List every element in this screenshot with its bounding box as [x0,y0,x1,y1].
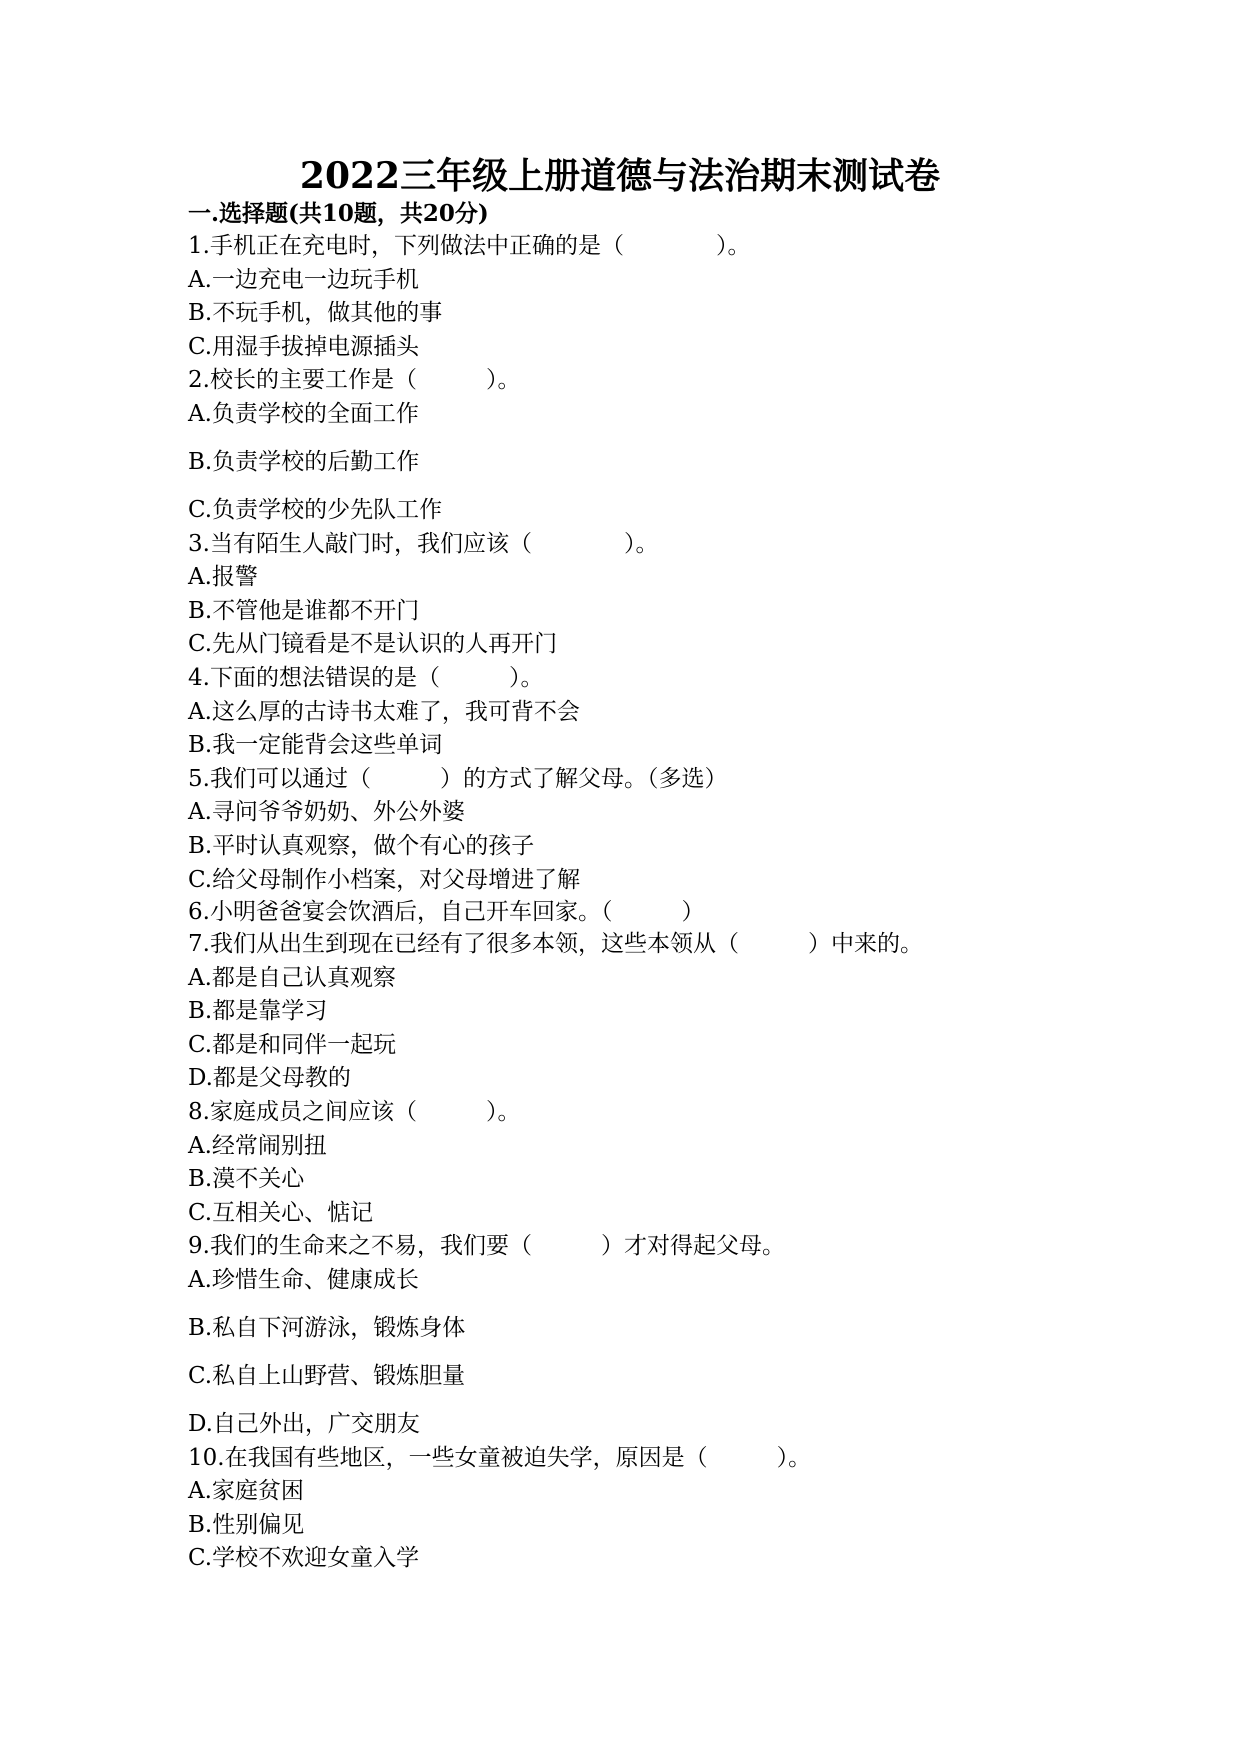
option-5c: C.给父母制作小档案，对父母增进了解 [188,866,581,893]
option-10a: A.家庭贫困 [188,1478,304,1505]
option-7b: B.都是靠学习 [188,998,328,1025]
question-7: 7.我们从出生到现在已经有了很多本领，这些本领从（ ）中来的。 [188,931,923,958]
option-7d: D.都是父母教的 [188,1065,351,1092]
question-6: 6.小明爸爸宴会饮酒后，自己开车回家。（ ） [188,899,705,926]
question-5: 5.我们可以通过（ ）的方式了解父母。（多选） [188,765,728,792]
option-1b: B.不玩手机，做其他的事 [188,300,443,327]
option-10c: C.学校不欢迎女童入学 [188,1545,420,1572]
option-1a: A.一边充电一边玩手机 [188,266,419,293]
exam-title: 2022三年级上册道德与法治期末测试卷 [299,155,941,197]
option-9b: B.私自下河游泳，锻炼身体 [188,1315,466,1342]
question-8: 8.家庭成员之间应该（ ）。 [188,1099,521,1126]
option-3a: A.报警 [188,564,258,591]
option-1c: C.用湿手拔掉电源插头 [188,333,420,360]
option-7c: C.都是和同伴一起玩 [188,1031,397,1058]
option-2a: A.负责学校的全面工作 [188,400,419,427]
section-heading: 一.选择题(共10题，共20分) [188,200,489,227]
option-10b: B.性别偏见 [188,1511,305,1538]
option-3c: C.先从门镜看是不是认识的人再开门 [188,631,558,658]
option-9c: C.私自上山野营、锻炼胆量 [188,1363,466,1390]
option-4b: B.我一定能背会这些单词 [188,732,443,759]
question-2: 2.校长的主要工作是（ ）。 [188,367,521,394]
option-8c: C.互相关心、惦记 [188,1199,374,1226]
question-9: 9.我们的生命来之不易，我们要（ ）才对得起父母。 [188,1233,785,1260]
option-8b: B.漠不关心 [188,1166,305,1193]
question-3: 3.当有陌生人敲门时，我们应该（ ）。 [188,530,659,557]
option-4a: A.这么厚的古诗书太难了，我可背不会 [188,698,580,725]
option-5b: B.平时认真观察，做个有心的孩子 [188,832,535,859]
option-2b: B.负责学校的后勤工作 [188,448,420,475]
question-10: 10.在我国有些地区，一些女童被迫失学，原因是（ ）。 [188,1444,812,1471]
option-3b: B.不管他是谁都不开门 [188,597,420,624]
question-4: 4.下面的想法错误的是（ ）。 [188,664,544,691]
option-9a: A.珍惜生命、健康成长 [188,1267,419,1294]
exam-content [188,198,1188,1576]
option-7a: A.都是自己认真观察 [188,964,396,991]
option-8a: A.经常闹别扭 [188,1132,327,1159]
option-9d: D.自己外出，广交朋友 [188,1411,420,1438]
option-5a: A.寻问爷爷奶奶、外公外婆 [188,799,465,826]
question-1: 1.手机正在充电时，下列做法中正确的是（ ）。 [188,233,751,259]
option-2c: C.负责学校的少先队工作 [188,496,443,523]
